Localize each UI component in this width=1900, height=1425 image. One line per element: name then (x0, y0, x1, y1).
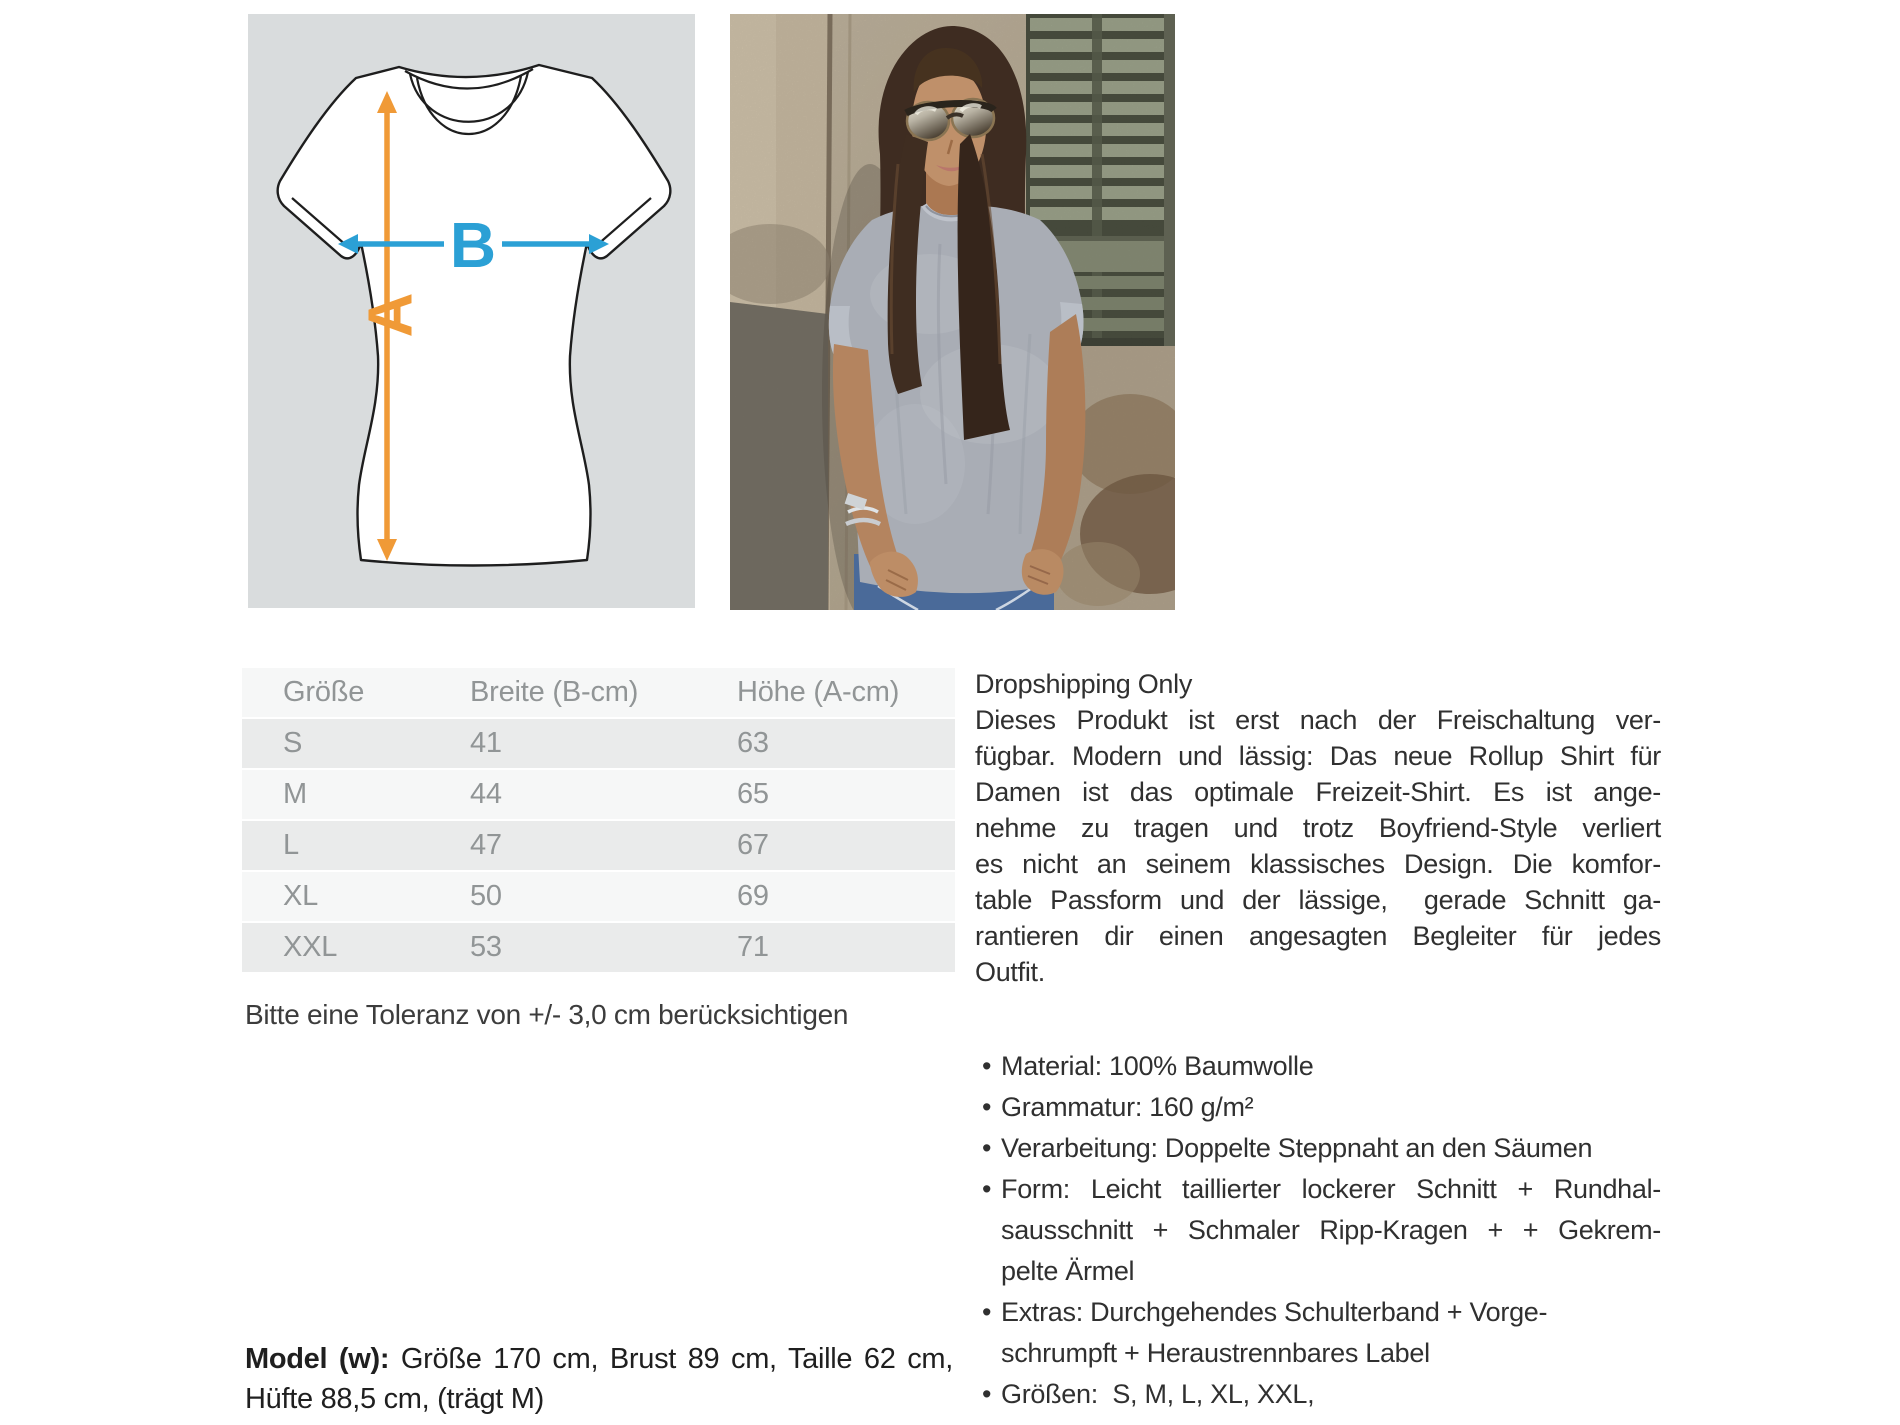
cell-width: 50 (429, 871, 696, 922)
list-item (975, 1128, 1661, 1169)
bullet-dot: • (982, 1379, 992, 1409)
cell-size: XXL (242, 922, 429, 973)
list-item (975, 1087, 1661, 1128)
list-item-text: sausschnitt + Schmaler Ripp-Kragen + + Gekrem- (1001, 1215, 1661, 1245)
table-row (242, 718, 955, 769)
paragraph-line: rantieren dir einen angesagten Begleiter für jedes (975, 921, 1661, 951)
cell-size: L (242, 820, 429, 871)
list-item (975, 1046, 1661, 1087)
bullet-dot: • (982, 1092, 992, 1122)
paragraph-line: nehme zu tragen und trotz Boyfriend-Style verliert (975, 813, 1661, 843)
bullet-dot: • (982, 1133, 992, 1163)
table-row (242, 769, 955, 820)
cell-height: 67 (696, 820, 955, 871)
table-row (242, 871, 955, 922)
list-item-text: Grammatur: 160 g/m² (1001, 1092, 1254, 1122)
paragraph-line: Outfit. (975, 957, 1045, 987)
col-header-width: Breite (B-cm) (429, 668, 696, 718)
feature-list (975, 1046, 1661, 1415)
cell-width: 53 (429, 922, 696, 973)
cell-height: 63 (696, 718, 955, 769)
table-row (242, 922, 955, 973)
model-label: Model (w): (245, 1343, 390, 1375)
list-item-text: pelte Ärmel (1001, 1256, 1135, 1286)
list-item-text: Größen: S, M, L, XL, XXL, (1001, 1379, 1315, 1409)
list-item-text: Extras: Durchgehendes Schulterband + Vorge- (1001, 1297, 1548, 1327)
cell-width: 44 (429, 769, 696, 820)
paragraph-line: Damen ist das optimale Freizeit-Shirt. Es ist ange- (975, 777, 1661, 807)
cell-size: S (242, 718, 429, 769)
list-item (975, 1292, 1661, 1374)
cell-width: 41 (429, 718, 696, 769)
cell-size: M (242, 769, 429, 820)
model-measurements (245, 1339, 953, 1419)
bullet-dot: • (982, 1174, 992, 1204)
list-item-text: Verarbeitung: Doppelte Steppnaht an den Säumen (1001, 1133, 1593, 1163)
list-item-text: Material: 100% Baumwolle (1001, 1051, 1314, 1081)
description-heading: Dropshipping Only (975, 669, 1193, 699)
cell-height: 69 (696, 871, 955, 922)
model-photo-illustration (730, 14, 1175, 610)
paragraph-line: table Passform und der lässige, gerade Schnitt ga- (975, 885, 1661, 915)
bullet-dot: • (982, 1051, 992, 1081)
cell-width: 47 (429, 820, 696, 871)
model-measurements-line1 (245, 1339, 953, 1379)
size-table-header-row (242, 668, 955, 718)
list-item-text: schrumpft + Heraustrennbares Label (1001, 1338, 1430, 1368)
size-table (242, 668, 955, 974)
bullet-dot: • (982, 1297, 992, 1327)
cell-height: 65 (696, 769, 955, 820)
tolerance-note: Bitte eine Toleranz von +/- 3,0 cm berücksichtigen (245, 999, 849, 1030)
list-item (975, 1169, 1661, 1292)
label-a: A (356, 292, 426, 338)
paragraph-line: Dieses Produkt ist erst nach der Freischaltung ver- (975, 705, 1661, 735)
description-paragraph (975, 702, 1661, 990)
table-row (242, 820, 955, 871)
product-description (975, 666, 1661, 1415)
col-header-size: Größe (242, 668, 429, 718)
label-b: B (449, 209, 497, 282)
list-item-text: Form: Leicht taillierter lockerer Schnitt + Rundhal- (1001, 1174, 1661, 1204)
model-measurements-line2: Hüfte 88,5 cm, (trägt M) (245, 1383, 544, 1415)
product-photo (730, 14, 1175, 610)
size-diagram-illustration (248, 14, 695, 608)
cell-height: 71 (696, 922, 955, 973)
paragraph-line: fügbar. Modern und lässig: Das neue Rollup Shirt für (975, 741, 1661, 771)
size-diagram (248, 14, 695, 608)
col-header-height: Höhe (A-cm) (696, 668, 955, 718)
cell-size: XL (242, 871, 429, 922)
model-measurements-values: Größe 170 cm, Brust 89 cm, Taille 62 cm, (400, 1343, 954, 1375)
paragraph-line: es nicht an seinem klassisches Design. Die komfor- (975, 849, 1661, 879)
list-item (975, 1374, 1661, 1415)
